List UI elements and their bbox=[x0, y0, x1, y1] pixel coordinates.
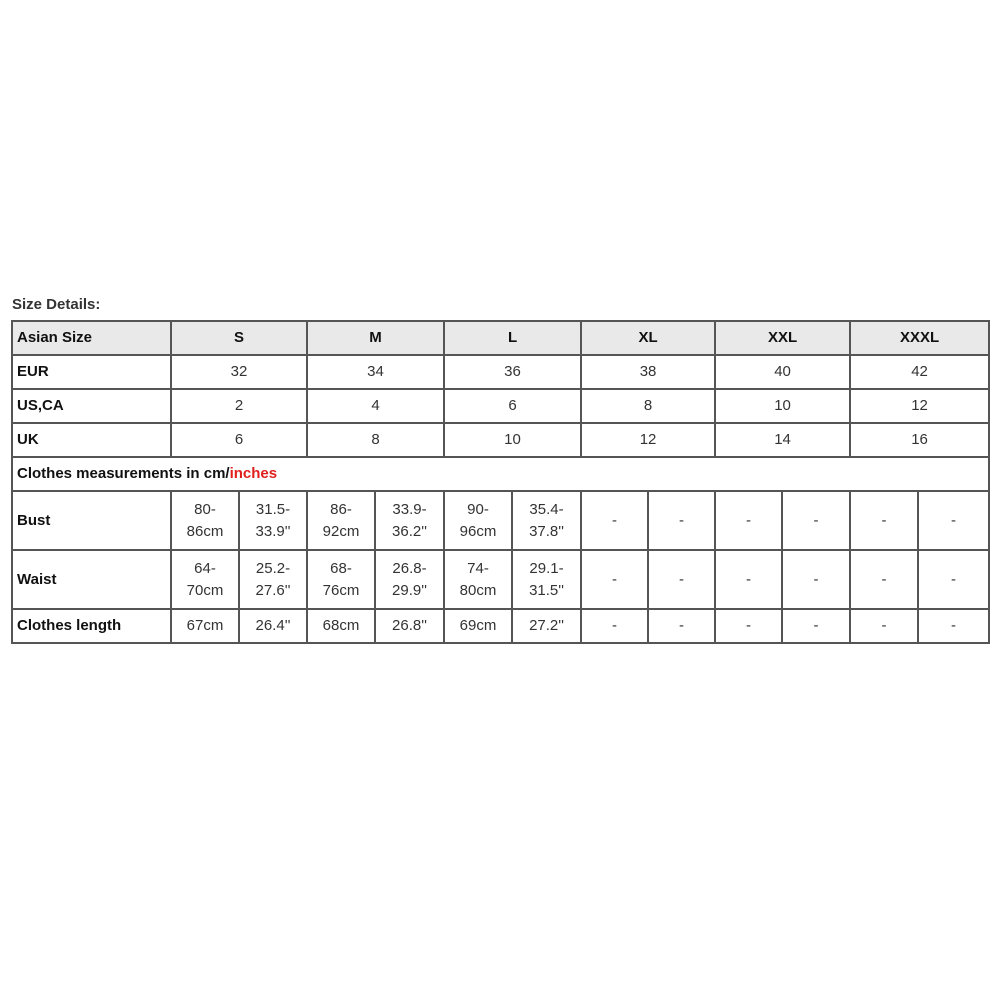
eur-value: 34 bbox=[307, 355, 444, 389]
clothes-length-label: Clothes length bbox=[12, 609, 171, 643]
waist-in-line2: 29.9'' bbox=[392, 581, 427, 599]
us-ca-value: 2 bbox=[171, 389, 307, 423]
us-ca-row bbox=[12, 389, 989, 423]
eur-value: 32 bbox=[171, 355, 307, 389]
waist-empty-cell: - bbox=[782, 550, 850, 609]
length-empty-cell: - bbox=[581, 609, 648, 643]
size-xxl-header: XXL bbox=[715, 321, 850, 355]
bust-cm-line2: 92cm bbox=[322, 522, 360, 540]
eur-row bbox=[12, 355, 989, 389]
uk-value: 12 bbox=[581, 423, 715, 457]
bust-in-line2: 37.8'' bbox=[529, 522, 564, 540]
waist-cm-line2: 80cm bbox=[459, 581, 497, 599]
waist-in-line1: 29.1- bbox=[529, 559, 564, 577]
waist-cm-line1: 74- bbox=[467, 559, 489, 577]
uk-value: 14 bbox=[715, 423, 850, 457]
length-empty-cell: - bbox=[715, 609, 782, 643]
bust-in-line1: 31.5- bbox=[255, 500, 291, 518]
waist-empty-cell: - bbox=[918, 550, 989, 609]
bust-cm-line1: 80- bbox=[194, 500, 216, 518]
size-chart-table bbox=[11, 320, 990, 644]
eur-value: 36 bbox=[444, 355, 581, 389]
length-cm-cell: 67cm bbox=[171, 609, 239, 643]
waist-empty-cell: - bbox=[581, 550, 648, 609]
bust-cm-cell bbox=[444, 491, 512, 550]
asian-size-label: Asian Size bbox=[12, 321, 171, 355]
uk-value: 10 bbox=[444, 423, 581, 457]
us-ca-value: 4 bbox=[307, 389, 444, 423]
uk-label: UK bbox=[12, 423, 171, 457]
bust-empty-cell: - bbox=[918, 491, 989, 550]
bust-empty-cell: - bbox=[715, 491, 782, 550]
uk-value: 16 bbox=[850, 423, 989, 457]
measurements-heading-prefix: Clothes measurements in cm/ bbox=[17, 465, 230, 482]
eur-value: 38 bbox=[581, 355, 715, 389]
waist-label: Waist bbox=[12, 550, 171, 609]
size-l-header: L bbox=[444, 321, 581, 355]
bust-in-line2: 36.2'' bbox=[392, 522, 427, 540]
clothes-length-row bbox=[12, 609, 989, 643]
waist-empty-cell: - bbox=[715, 550, 782, 609]
bust-label: Bust bbox=[12, 491, 171, 550]
bust-empty-cell: - bbox=[648, 491, 715, 550]
us-ca-value: 12 bbox=[850, 389, 989, 423]
size-s-header: S bbox=[171, 321, 307, 355]
waist-cm-line2: 76cm bbox=[322, 581, 360, 599]
size-header-row bbox=[12, 321, 989, 355]
length-inch-cell: 26.8'' bbox=[375, 609, 444, 643]
size-xl-header: XL bbox=[581, 321, 715, 355]
measurements-heading-row bbox=[12, 457, 989, 491]
eur-value: 42 bbox=[850, 355, 989, 389]
length-empty-cell: - bbox=[648, 609, 715, 643]
length-cm-cell: 68cm bbox=[307, 609, 375, 643]
eur-value: 40 bbox=[715, 355, 850, 389]
size-details-caption: Size Details: bbox=[12, 296, 101, 313]
bust-empty-cell: - bbox=[782, 491, 850, 550]
bust-in-line1: 33.9- bbox=[392, 500, 427, 518]
bust-in-line1: 35.4- bbox=[529, 500, 564, 518]
size-xxxl-header: XXXL bbox=[850, 321, 989, 355]
uk-value: 6 bbox=[171, 423, 307, 457]
size-m-header: M bbox=[307, 321, 444, 355]
waist-in-line1: 26.8- bbox=[392, 559, 427, 577]
bust-inch-cell bbox=[239, 491, 307, 550]
bust-inch-cell bbox=[375, 491, 444, 550]
length-empty-cell: - bbox=[850, 609, 918, 643]
us-ca-value: 6 bbox=[444, 389, 581, 423]
waist-cm-cell bbox=[171, 550, 239, 609]
uk-value: 8 bbox=[307, 423, 444, 457]
waist-in-line2: 31.5'' bbox=[529, 581, 564, 599]
waist-inch-cell bbox=[375, 550, 444, 609]
length-inch-cell: 26.4'' bbox=[239, 609, 307, 643]
waist-cm-cell bbox=[444, 550, 512, 609]
us-ca-value: 8 bbox=[581, 389, 715, 423]
measurements-heading-inches: inches bbox=[229, 465, 278, 482]
waist-row bbox=[12, 550, 989, 609]
waist-in-line1: 25.2- bbox=[255, 559, 291, 577]
bust-cm-cell bbox=[171, 491, 239, 550]
waist-cm-line1: 68- bbox=[330, 559, 352, 577]
waist-cm-line2: 70cm bbox=[186, 581, 224, 599]
bust-empty-cell: - bbox=[850, 491, 918, 550]
length-empty-cell: - bbox=[782, 609, 850, 643]
length-cm-cell: 69cm bbox=[444, 609, 512, 643]
length-inch-cell: 27.2'' bbox=[512, 609, 581, 643]
waist-cm-cell bbox=[307, 550, 375, 609]
eur-label: EUR bbox=[12, 355, 171, 389]
waist-in-line2: 27.6'' bbox=[255, 581, 291, 599]
us-ca-value: 10 bbox=[715, 389, 850, 423]
bust-cm-cell bbox=[307, 491, 375, 550]
bust-inch-cell bbox=[512, 491, 581, 550]
bust-in-line2: 33.9'' bbox=[255, 522, 291, 540]
bust-cm-line2: 86cm bbox=[186, 522, 224, 540]
length-empty-cell: - bbox=[918, 609, 989, 643]
waist-empty-cell: - bbox=[850, 550, 918, 609]
waist-inch-cell bbox=[512, 550, 581, 609]
bust-cm-line2: 96cm bbox=[459, 522, 497, 540]
bust-row bbox=[12, 491, 989, 550]
bust-empty-cell: - bbox=[581, 491, 648, 550]
us-ca-label: US,CA bbox=[12, 389, 171, 423]
bust-cm-line1: 90- bbox=[467, 500, 489, 518]
waist-empty-cell: - bbox=[648, 550, 715, 609]
waist-cm-line1: 64- bbox=[194, 559, 216, 577]
measurements-heading bbox=[12, 457, 989, 491]
uk-row bbox=[12, 423, 989, 457]
bust-cm-line1: 86- bbox=[330, 500, 352, 518]
waist-inch-cell bbox=[239, 550, 307, 609]
